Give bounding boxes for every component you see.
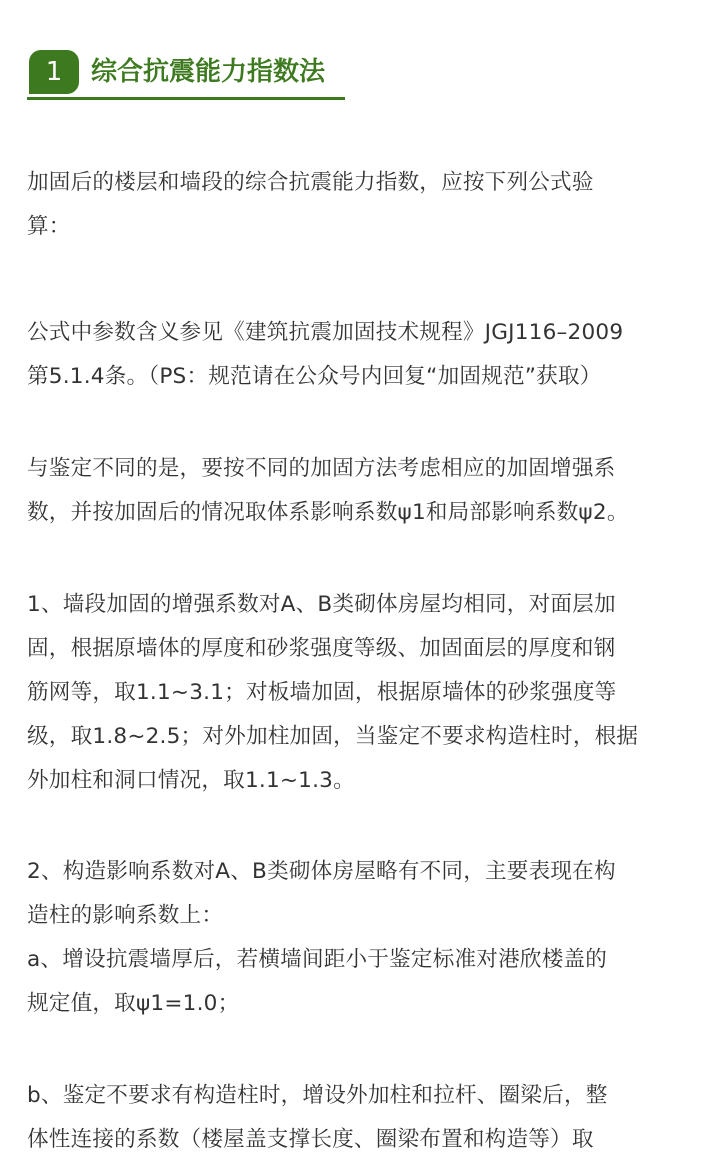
text-line: 1、墙段加固的增强系数对A、B类砌体房屋均相同，对面层加	[27, 592, 616, 617]
text-line: 级，取1.8~2.5；对外加柱加固，当鉴定不要求构造柱时，根据	[27, 724, 639, 749]
section-underline	[27, 97, 345, 100]
paragraph-item-2	[27, 850, 697, 1026]
paragraph-reference	[27, 311, 697, 399]
paragraph-intro	[27, 161, 697, 249]
paragraph-difference	[27, 447, 697, 535]
text-line: 算：	[27, 214, 71, 239]
text-line: 公式中参数含义参见《建筑抗震加固技术规程》JGJ116–2009	[27, 320, 624, 345]
text-line: 固，根据原墙体的厚度和砂浆强度等级、加固面层的厚度和钢	[27, 636, 616, 661]
section-title: 综合抗震能力指数法	[91, 57, 326, 87]
section-header	[27, 46, 345, 102]
text-line: 造柱的影响系数上：	[27, 903, 224, 928]
paragraph-item-1	[27, 583, 697, 803]
text-line: 与鉴定不同的是，要按不同的加固方法考虑相应的加固增强系	[27, 456, 616, 481]
section-number-badge: 1	[29, 50, 79, 94]
text-line: 筋网等，取1.1~3.1；对板墙加固，根据原墙体的砂浆强度等	[27, 680, 617, 705]
text-line: b、鉴定不要求有构造柱时，增设外加柱和拉杆、圈梁后，整	[27, 1083, 608, 1108]
text-line: 加固后的楼层和墙段的综合抗震能力指数，应按下列公式验	[27, 170, 594, 195]
text-line: 2、构造影响系数对A、B类砌体房屋略有不同，主要表现在构	[27, 859, 616, 884]
text-line: 第5.1.4条。（PS：规范请在公众号内回复“加固规范”获取）	[27, 364, 602, 389]
text-line: 规定值，取ψ1=1.0；	[27, 991, 240, 1016]
text-line: 数，并按加固后的情况取体系影响系数ψ1和局部影响系数ψ2。	[27, 500, 629, 525]
text-line: a、增设抗震墙厚后，若横墙间距小于鉴定标准对港欣楼盖的	[27, 947, 608, 972]
paragraph-item-b	[27, 1074, 697, 1162]
text-line: 外加柱和洞口情况，取1.1~1.3。	[27, 768, 355, 793]
text-line: 体性连接的系数（楼屋盖支撑长度、圈梁布置和构造等）取	[27, 1127, 594, 1152]
